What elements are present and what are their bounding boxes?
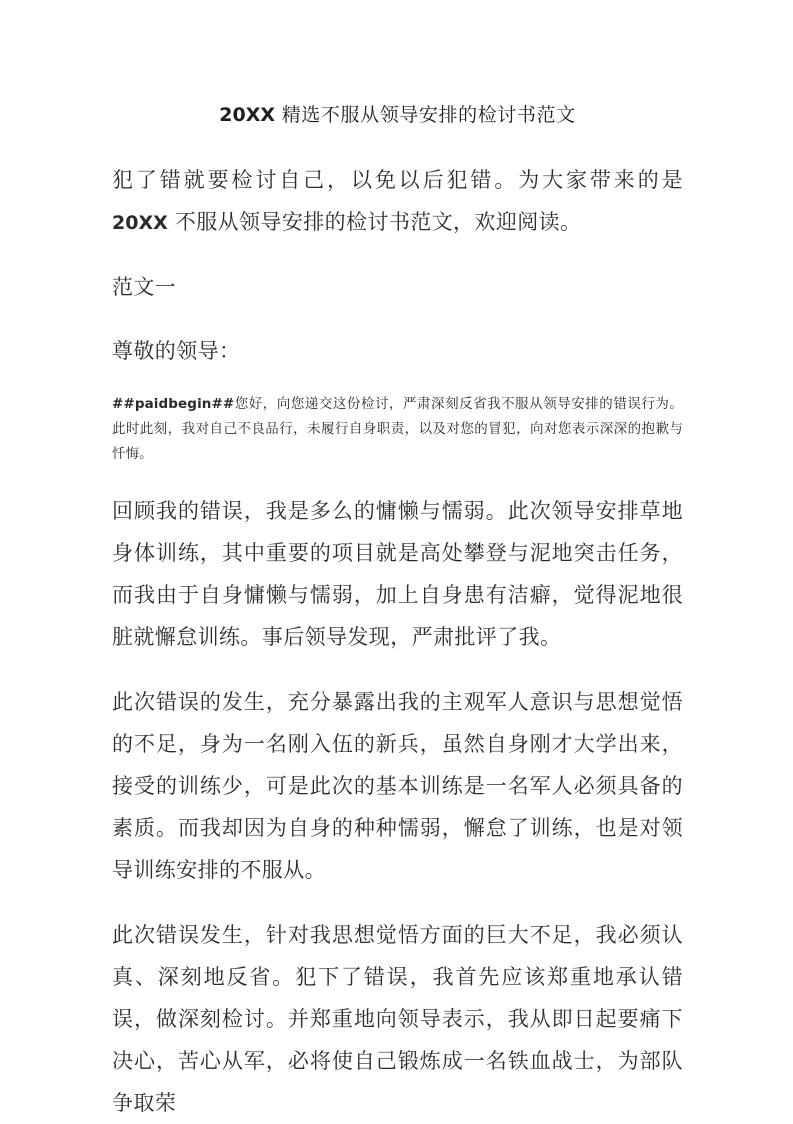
intro-text-part2: 不服从领导安排的检讨书范文，欢迎阅读。 bbox=[174, 210, 582, 234]
body-paragraph-1: 回顾我的错误，我是多么的慵懒与懦弱。此次领导安排草地身体训练，其中重要的项目就是高处攀登与泥地突击任务，而我由于自身慵懒与懦弱，加上自身患有洁癖，觉得泥地很脏就懈怠训练。事后领导发现，严肃批评了我。 bbox=[112, 499, 683, 649]
paid-begin-marker: ##paidbegin## bbox=[112, 396, 235, 412]
page-title-year: 20XX bbox=[219, 104, 276, 126]
body-paragraph-3: 此次错误发生，针对我思想觉悟方面的巨大不足，我必须认真、深刻地反省。犯下了错误，我首先应该郑重地承认错误，做深刻检讨。并郑重地向领导表示，我从即日起要痛下决心，苦心从军，必将使自己锻炼成一名铁血战士，为部队争取荣 bbox=[112, 923, 683, 1115]
body-paragraph-2: 此次错误的发生，充分暴露出我的主观军人意识与思想觉悟的不足，身为一名刚入伍的新兵，虽然自身刚才大学出来，接受的训练少，可是此次的基本训练是一名军人必须具备的素质。而我却因为自身的种种懦弱，懈怠了训练，也是对领导训练安排的不服从。 bbox=[112, 690, 683, 882]
paid-marker-paragraph bbox=[112, 392, 683, 467]
paid-marker-body-text: 您好，向您递交这份检讨，严肃深刻反省我不服从领导安排的错误行为。此时此刻，我对自己不良品行，未履行自身职责，以及对您的冒犯，向对您表示深深的抱歉与忏悔。 bbox=[112, 396, 683, 462]
intro-text-part1: 犯了错就要检讨自己，以免以后犯错。为大家带来的是 bbox=[112, 168, 683, 192]
page-title-text: 精选不服从领导安排的检讨书范文 bbox=[281, 104, 576, 126]
intro-year: 20XX bbox=[112, 212, 168, 234]
salutation: 尊敬的领导： bbox=[112, 339, 241, 363]
intro-paragraph bbox=[112, 159, 683, 244]
page-title bbox=[112, 0, 683, 130]
sample-label: 范文一 bbox=[112, 275, 177, 299]
